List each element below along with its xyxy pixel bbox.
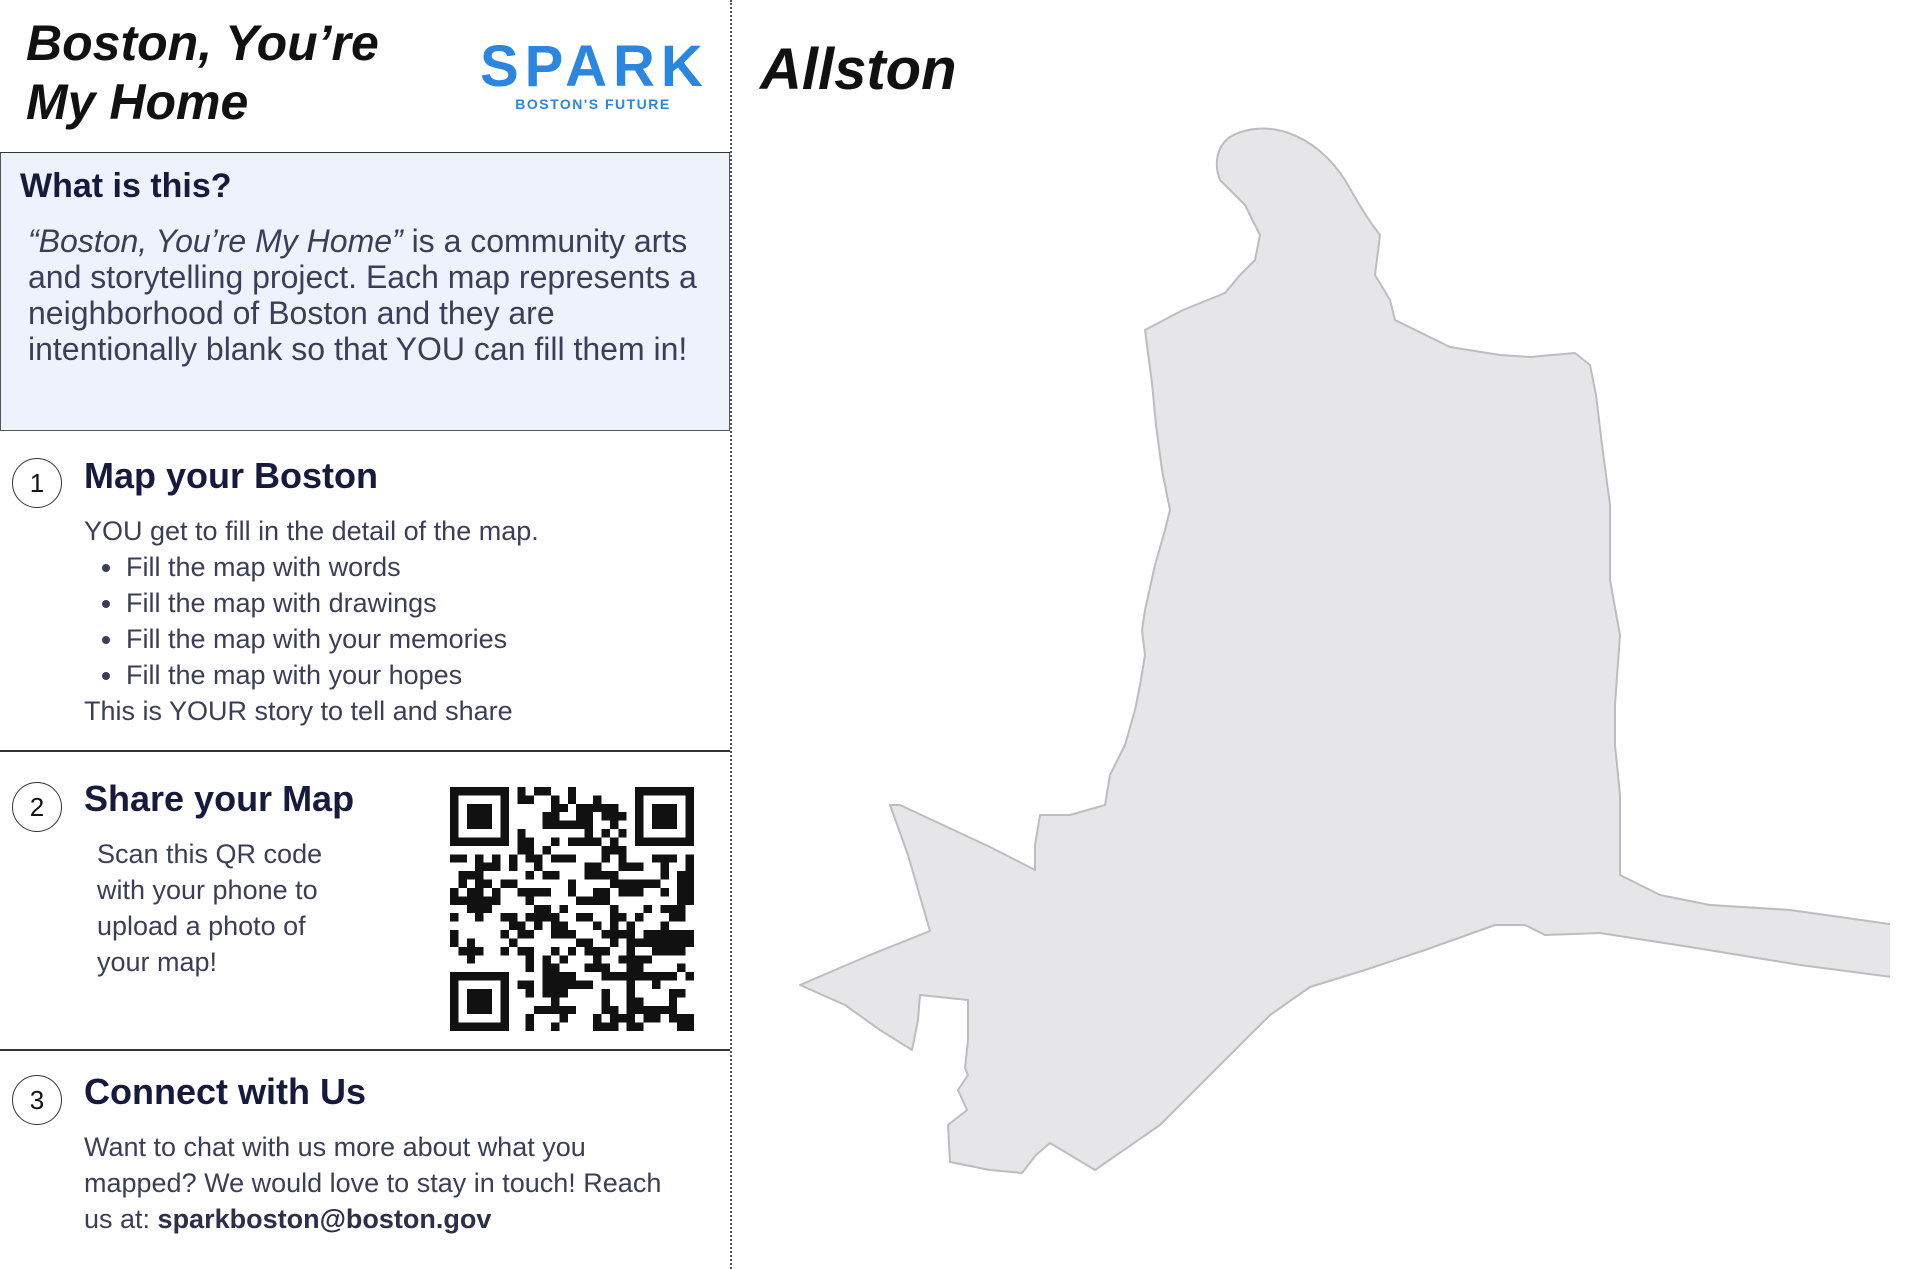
list-item: Fill the map with drawings — [100, 585, 507, 621]
step-number-1: 1 — [12, 458, 62, 508]
step-3-line-2: mapped? We would love to stay in touch! Reach — [84, 1168, 662, 1198]
step-1-bullets — [100, 549, 507, 693]
step-number-3: 3 — [12, 1075, 62, 1125]
step-3-title: Connect with Us — [84, 1071, 367, 1112]
step-2-line-3: upload a photo of — [97, 911, 306, 941]
contact-email-link[interactable]: sparkboston@boston.gov — [157, 1204, 492, 1234]
list-item: Fill the map with your hopes — [100, 657, 507, 693]
intro-box — [0, 153, 730, 431]
step-3-body — [84, 1129, 661, 1237]
step-2-body — [97, 836, 322, 980]
step-map-your-boston — [0, 431, 730, 752]
title-line-2: My Home — [26, 74, 249, 130]
list-item: Fill the map with your memories — [100, 621, 507, 657]
step-2-line-2: with your phone to — [97, 875, 318, 905]
step-3-contact-prefix: us at: — [84, 1204, 158, 1234]
qr-code-icon[interactable] — [450, 787, 694, 1031]
neighborhood-map[interactable] — [790, 125, 1890, 1245]
panel-divider — [730, 0, 732, 1269]
title-line-1: Boston, You’re — [26, 15, 379, 71]
intro-body — [28, 223, 708, 367]
step-connect-with-us — [0, 1051, 730, 1269]
intro-project-name: “Boston, You’re My Home” — [28, 223, 403, 259]
logo-word: SPARK — [480, 34, 709, 99]
step-number-2: 2 — [12, 782, 62, 832]
header — [0, 0, 730, 154]
neighborhood-title: Allston — [760, 37, 957, 102]
intro-description: is a community arts and storytelling project. Each map represents a neighborhood of Boston and they are intentionally blank so that YOU can fill them in! — [28, 223, 697, 367]
spark-logo — [480, 34, 709, 112]
step-share-your-map — [0, 752, 730, 1051]
step-2-line-4: your map! — [97, 947, 218, 977]
info-panel — [0, 0, 730, 1269]
intro-heading: What is this? — [20, 167, 232, 205]
list-item: Fill the map with words — [100, 549, 507, 585]
step-1-title: Map your Boston — [84, 455, 378, 496]
neighborhood-outline[interactable] — [800, 129, 1890, 1173]
step-2-title: Share your Map — [84, 778, 355, 819]
step-3-line-1: Want to chat with us more about what you — [84, 1132, 586, 1162]
step-1-closing: This is YOUR story to tell and share — [84, 696, 513, 726]
step-2-line-1: Scan this QR code — [97, 839, 323, 869]
step-1-lead: YOU get to fill in the detail of the map. — [84, 516, 539, 546]
page-title — [26, 14, 426, 132]
logo-subtitle: BOSTON'S FUTURE — [515, 96, 671, 112]
